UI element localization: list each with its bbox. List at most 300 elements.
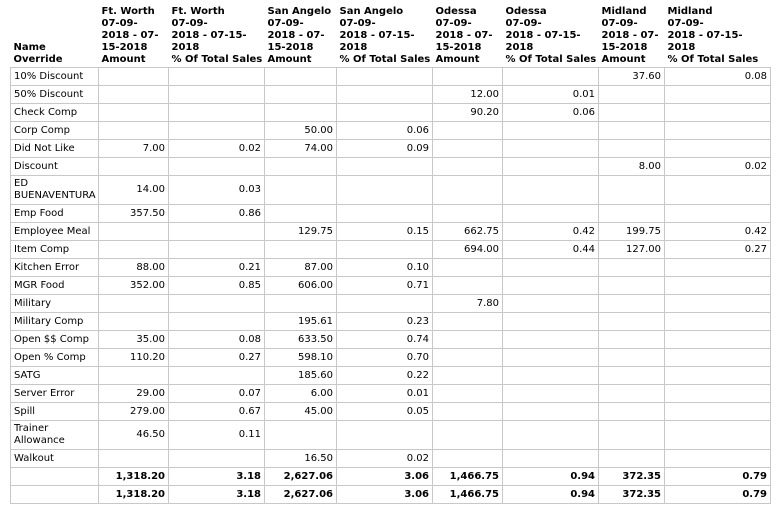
column-header-line: 2018 bbox=[171, 42, 200, 53]
value-cell: 129.75 bbox=[265, 223, 337, 241]
column-header-line: 07-09- bbox=[171, 18, 208, 29]
value-cell: 0.42 bbox=[665, 223, 771, 241]
value-cell bbox=[99, 104, 169, 122]
column-header-line: 07-09- bbox=[601, 18, 638, 29]
table-row bbox=[11, 385, 771, 403]
row-name-cell bbox=[11, 277, 99, 295]
value-cell bbox=[265, 421, 337, 450]
row-name-text: Item Comp bbox=[14, 243, 70, 255]
column-header-line: Override bbox=[13, 54, 63, 65]
row-name-cell bbox=[11, 68, 99, 86]
value-cell: 87.00 bbox=[265, 259, 337, 277]
value-cell bbox=[433, 158, 503, 176]
value-cell bbox=[337, 241, 433, 259]
value-cell bbox=[599, 313, 665, 331]
value-cell bbox=[265, 205, 337, 223]
value-cell: 7.80 bbox=[433, 295, 503, 313]
value-cell bbox=[599, 176, 665, 205]
value-cell: 352.00 bbox=[99, 277, 169, 295]
column-header bbox=[599, 6, 665, 68]
value-cell: 8.00 bbox=[599, 158, 665, 176]
column-header-line: % Of Total Sales bbox=[171, 54, 263, 65]
value-cell bbox=[169, 158, 265, 176]
column-header-line: 07-09- bbox=[505, 18, 542, 29]
value-cell: 662.75 bbox=[433, 223, 503, 241]
value-cell bbox=[665, 367, 771, 385]
value-cell: 0.86 bbox=[169, 205, 265, 223]
table-row bbox=[11, 122, 771, 140]
value-cell: 372.35 bbox=[599, 468, 665, 486]
value-cell bbox=[99, 122, 169, 140]
value-cell: 0.71 bbox=[337, 277, 433, 295]
value-cell: 2,627.06 bbox=[265, 468, 337, 486]
value-cell: 0.74 bbox=[337, 331, 433, 349]
value-cell bbox=[599, 295, 665, 313]
value-cell: 372.35 bbox=[599, 486, 665, 504]
value-cell: 35.00 bbox=[99, 331, 169, 349]
row-name-cell bbox=[11, 140, 99, 158]
row-name-cell bbox=[11, 295, 99, 313]
table-row bbox=[11, 68, 771, 86]
value-cell bbox=[265, 86, 337, 104]
value-cell bbox=[99, 158, 169, 176]
value-cell: 0.67 bbox=[169, 403, 265, 421]
column-header-line: Odessa bbox=[435, 6, 477, 17]
column-header-line: 07-09- bbox=[101, 18, 138, 29]
column-header-line: Midland bbox=[667, 6, 713, 17]
row-name-text: Emp Food bbox=[14, 207, 64, 219]
row-name-text: ED bbox=[14, 178, 29, 189]
value-cell bbox=[503, 140, 599, 158]
value-cell: 2,627.06 bbox=[265, 486, 337, 504]
value-cell bbox=[665, 385, 771, 403]
column-header-line: San Angelo bbox=[267, 6, 332, 17]
value-cell bbox=[665, 140, 771, 158]
value-cell bbox=[599, 122, 665, 140]
value-cell: 74.00 bbox=[265, 140, 337, 158]
column-header-line: 07-09- bbox=[339, 18, 376, 29]
value-cell: 3.06 bbox=[337, 486, 433, 504]
value-cell: 0.08 bbox=[665, 68, 771, 86]
table-body bbox=[11, 68, 771, 504]
value-cell bbox=[503, 349, 599, 367]
row-name-cell bbox=[11, 450, 99, 468]
column-header-line bbox=[14, 18, 96, 30]
value-cell bbox=[665, 277, 771, 295]
row-name-cell bbox=[11, 205, 99, 223]
value-cell: 0.08 bbox=[169, 331, 265, 349]
value-cell: 0.01 bbox=[503, 86, 599, 104]
value-cell: 1,466.75 bbox=[433, 468, 503, 486]
row-name-cell bbox=[11, 122, 99, 140]
value-cell: 357.50 bbox=[99, 205, 169, 223]
value-cell: 279.00 bbox=[99, 403, 169, 421]
value-cell bbox=[337, 68, 433, 86]
value-cell: 0.94 bbox=[503, 468, 599, 486]
value-cell bbox=[665, 176, 771, 205]
value-cell bbox=[337, 104, 433, 122]
value-cell: 0.06 bbox=[337, 122, 433, 140]
row-name-text: MGR Food bbox=[14, 279, 65, 291]
value-cell: 45.00 bbox=[265, 403, 337, 421]
value-cell bbox=[599, 259, 665, 277]
value-cell: 606.00 bbox=[265, 277, 337, 295]
value-cell: 29.00 bbox=[99, 385, 169, 403]
value-cell bbox=[169, 450, 265, 468]
column-header-line: 2018 - 07-15- bbox=[667, 30, 743, 41]
row-name-text: Corp Comp bbox=[14, 124, 70, 136]
value-cell: 37.60 bbox=[599, 68, 665, 86]
value-cell bbox=[599, 140, 665, 158]
row-name-text: Check Comp bbox=[14, 106, 78, 118]
value-cell bbox=[503, 331, 599, 349]
value-cell bbox=[503, 403, 599, 421]
row-name-text: Did Not Like bbox=[14, 142, 75, 154]
override-report-table bbox=[10, 6, 771, 504]
value-cell bbox=[265, 158, 337, 176]
value-cell bbox=[665, 331, 771, 349]
value-cell bbox=[433, 450, 503, 468]
row-name-text: Server Error bbox=[14, 387, 75, 399]
value-cell bbox=[433, 313, 503, 331]
value-cell bbox=[503, 277, 599, 295]
total-row bbox=[11, 486, 771, 504]
column-header-line: 2018 bbox=[505, 42, 534, 53]
row-name-text: Trainer bbox=[14, 423, 49, 434]
value-cell: 633.50 bbox=[265, 331, 337, 349]
value-cell bbox=[265, 68, 337, 86]
column-header-line: Amount bbox=[267, 54, 312, 65]
value-cell: 0.05 bbox=[337, 403, 433, 421]
value-cell: 598.10 bbox=[265, 349, 337, 367]
table-row bbox=[11, 176, 771, 205]
value-cell bbox=[503, 205, 599, 223]
value-cell bbox=[433, 122, 503, 140]
value-cell bbox=[599, 277, 665, 295]
value-cell bbox=[665, 421, 771, 450]
table-row bbox=[11, 86, 771, 104]
row-name-text: Discount bbox=[14, 160, 58, 172]
value-cell bbox=[99, 450, 169, 468]
value-cell bbox=[665, 122, 771, 140]
row-name-text bbox=[14, 471, 95, 483]
value-cell: 88.00 bbox=[99, 259, 169, 277]
column-header-line: 07-09- bbox=[667, 18, 704, 29]
value-cell bbox=[337, 295, 433, 313]
value-cell: 46.50 bbox=[99, 421, 169, 450]
column-header-line bbox=[14, 30, 96, 42]
row-name-text: 10% Discount bbox=[14, 70, 84, 82]
table-row bbox=[11, 313, 771, 331]
column-header-name-override bbox=[11, 6, 99, 68]
table-row bbox=[11, 104, 771, 122]
value-cell bbox=[503, 385, 599, 403]
table-row bbox=[11, 349, 771, 367]
row-name-text: Open $$ Comp bbox=[14, 333, 89, 345]
row-name-text: Spill bbox=[14, 405, 36, 417]
value-cell bbox=[503, 122, 599, 140]
value-cell: 1,318.20 bbox=[99, 486, 169, 504]
total-row bbox=[11, 468, 771, 486]
value-cell bbox=[433, 205, 503, 223]
value-cell: 0.94 bbox=[503, 486, 599, 504]
value-cell: 694.00 bbox=[433, 241, 503, 259]
value-cell bbox=[433, 259, 503, 277]
column-header-line: 2018 - 07- bbox=[435, 30, 493, 41]
column-header-line: Amount bbox=[601, 54, 646, 65]
value-cell: 0.10 bbox=[337, 259, 433, 277]
column-header bbox=[433, 6, 503, 68]
value-cell: 0.02 bbox=[665, 158, 771, 176]
column-header-line: 2018 - 07-15- bbox=[505, 30, 581, 41]
value-cell: 0.11 bbox=[169, 421, 265, 450]
value-cell bbox=[169, 295, 265, 313]
value-cell bbox=[337, 205, 433, 223]
value-cell bbox=[169, 122, 265, 140]
table-row bbox=[11, 331, 771, 349]
value-cell: 0.42 bbox=[503, 223, 599, 241]
value-cell: 0.01 bbox=[337, 385, 433, 403]
value-cell: 0.79 bbox=[665, 486, 771, 504]
column-header-line: 2018 - 07- bbox=[601, 30, 659, 41]
value-cell bbox=[169, 313, 265, 331]
column-header-line: 2018 - 07-15- bbox=[171, 30, 247, 41]
value-cell: 90.20 bbox=[433, 104, 503, 122]
value-cell: 3.18 bbox=[169, 486, 265, 504]
column-header-line: Midland bbox=[601, 6, 647, 17]
row-name-text: 50% Discount bbox=[14, 88, 84, 100]
value-cell: 0.85 bbox=[169, 277, 265, 295]
value-cell bbox=[665, 313, 771, 331]
value-cell bbox=[599, 367, 665, 385]
column-header bbox=[337, 6, 433, 68]
column-header-line: 2018 - 07-15- bbox=[339, 30, 415, 41]
row-name-cell bbox=[11, 104, 99, 122]
column-header-line: 2018 - 07- bbox=[101, 30, 159, 41]
value-cell bbox=[433, 349, 503, 367]
value-cell bbox=[599, 331, 665, 349]
table-row bbox=[11, 367, 771, 385]
value-cell: 0.02 bbox=[337, 450, 433, 468]
value-cell bbox=[265, 104, 337, 122]
row-name-cell bbox=[11, 223, 99, 241]
table-row bbox=[11, 158, 771, 176]
column-header-line: Odessa bbox=[505, 6, 547, 17]
value-cell bbox=[503, 450, 599, 468]
column-header-line: Name bbox=[13, 42, 46, 53]
value-cell: 0.23 bbox=[337, 313, 433, 331]
value-cell bbox=[665, 403, 771, 421]
value-cell bbox=[433, 277, 503, 295]
value-cell bbox=[503, 421, 599, 450]
value-cell: 0.15 bbox=[337, 223, 433, 241]
value-cell bbox=[99, 367, 169, 385]
value-cell: 14.00 bbox=[99, 176, 169, 205]
column-header-line: % Of Total Sales bbox=[667, 54, 759, 65]
header-row bbox=[11, 6, 771, 68]
value-cell bbox=[503, 367, 599, 385]
value-cell: 0.09 bbox=[337, 140, 433, 158]
value-cell bbox=[433, 68, 503, 86]
value-cell bbox=[99, 223, 169, 241]
row-name-cell bbox=[11, 158, 99, 176]
row-name-text: BUENAVENTURA bbox=[14, 190, 96, 201]
value-cell bbox=[599, 349, 665, 367]
table-row bbox=[11, 450, 771, 468]
column-header-line: 15-2018 bbox=[267, 42, 314, 53]
row-name-text bbox=[14, 489, 95, 501]
value-cell: 0.44 bbox=[503, 241, 599, 259]
value-cell bbox=[265, 295, 337, 313]
value-cell: 7.00 bbox=[99, 140, 169, 158]
value-cell bbox=[99, 241, 169, 259]
value-cell bbox=[433, 176, 503, 205]
value-cell bbox=[665, 104, 771, 122]
row-name-text: SATG bbox=[14, 369, 41, 381]
row-name-cell bbox=[11, 421, 99, 450]
value-cell bbox=[503, 158, 599, 176]
table-row bbox=[11, 259, 771, 277]
table-row bbox=[11, 421, 771, 450]
column-header-line: Amount bbox=[435, 54, 480, 65]
table-header bbox=[11, 6, 771, 68]
row-name-text: Military Comp bbox=[14, 315, 84, 327]
column-header-line: 07-09- bbox=[435, 18, 472, 29]
value-cell bbox=[99, 313, 169, 331]
value-cell bbox=[503, 313, 599, 331]
value-cell: 185.60 bbox=[265, 367, 337, 385]
value-cell bbox=[169, 367, 265, 385]
value-cell bbox=[337, 158, 433, 176]
column-header-line: Ft. Worth bbox=[171, 6, 225, 17]
row-name-cell bbox=[11, 403, 99, 421]
row-name-text: Walkout bbox=[14, 452, 54, 464]
value-cell bbox=[433, 403, 503, 421]
column-header-line: San Angelo bbox=[339, 6, 404, 17]
table-row bbox=[11, 295, 771, 313]
column-header bbox=[169, 6, 265, 68]
value-cell bbox=[169, 104, 265, 122]
value-cell bbox=[665, 86, 771, 104]
value-cell bbox=[337, 86, 433, 104]
value-cell: 1,466.75 bbox=[433, 486, 503, 504]
row-name-cell bbox=[11, 313, 99, 331]
row-name-text: Military bbox=[14, 297, 52, 309]
value-cell bbox=[665, 259, 771, 277]
column-header bbox=[265, 6, 337, 68]
table-row bbox=[11, 241, 771, 259]
column-header-line: 15-2018 bbox=[601, 42, 648, 53]
column-header-line: 2018 bbox=[339, 42, 368, 53]
value-cell: 110.20 bbox=[99, 349, 169, 367]
column-header-line: 07-09- bbox=[267, 18, 304, 29]
column-header-line: Amount bbox=[101, 54, 146, 65]
value-cell: 0.02 bbox=[169, 140, 265, 158]
value-cell bbox=[599, 86, 665, 104]
value-cell bbox=[433, 421, 503, 450]
value-cell: 6.00 bbox=[265, 385, 337, 403]
column-header-line: 2018 bbox=[667, 42, 696, 53]
value-cell: 1,318.20 bbox=[99, 468, 169, 486]
row-name-cell bbox=[11, 349, 99, 367]
row-name-cell bbox=[11, 367, 99, 385]
value-cell bbox=[599, 450, 665, 468]
column-header bbox=[503, 6, 599, 68]
table-row bbox=[11, 277, 771, 295]
value-cell bbox=[337, 176, 433, 205]
value-cell bbox=[665, 205, 771, 223]
value-cell bbox=[599, 205, 665, 223]
value-cell bbox=[599, 421, 665, 450]
column-header bbox=[99, 6, 169, 68]
row-name-cell bbox=[11, 241, 99, 259]
value-cell: 0.21 bbox=[169, 259, 265, 277]
value-cell bbox=[503, 259, 599, 277]
row-name-text: Open % Comp bbox=[14, 351, 86, 363]
column-header-line: 2018 - 07- bbox=[267, 30, 325, 41]
value-cell bbox=[599, 104, 665, 122]
column-header-line: Ft. Worth bbox=[101, 6, 155, 17]
value-cell: 3.18 bbox=[169, 468, 265, 486]
column-header bbox=[665, 6, 771, 68]
value-cell bbox=[665, 450, 771, 468]
value-cell: 0.27 bbox=[665, 241, 771, 259]
value-cell bbox=[665, 295, 771, 313]
value-cell bbox=[265, 176, 337, 205]
value-cell: 3.06 bbox=[337, 468, 433, 486]
value-cell: 12.00 bbox=[433, 86, 503, 104]
table-row bbox=[11, 205, 771, 223]
value-cell: 0.27 bbox=[169, 349, 265, 367]
row-name-cell bbox=[11, 468, 99, 486]
row-name-cell bbox=[11, 176, 99, 205]
value-cell bbox=[433, 331, 503, 349]
value-cell bbox=[433, 367, 503, 385]
row-name-cell bbox=[11, 259, 99, 277]
table-row bbox=[11, 403, 771, 421]
value-cell: 199.75 bbox=[599, 223, 665, 241]
value-cell bbox=[503, 176, 599, 205]
table-row bbox=[11, 140, 771, 158]
value-cell: 16.50 bbox=[265, 450, 337, 468]
column-header-line: % Of Total Sales bbox=[505, 54, 597, 65]
value-cell: 50.00 bbox=[265, 122, 337, 140]
value-cell bbox=[265, 241, 337, 259]
row-name-text: Employee Meal bbox=[14, 225, 91, 237]
value-cell bbox=[337, 421, 433, 450]
value-cell bbox=[503, 295, 599, 313]
value-cell: 0.70 bbox=[337, 349, 433, 367]
value-cell bbox=[169, 68, 265, 86]
value-cell bbox=[599, 403, 665, 421]
row-name-cell bbox=[11, 86, 99, 104]
value-cell bbox=[169, 86, 265, 104]
value-cell: 127.00 bbox=[599, 241, 665, 259]
value-cell: 0.06 bbox=[503, 104, 599, 122]
column-header-line: % Of Total Sales bbox=[339, 54, 431, 65]
column-header-line bbox=[14, 6, 96, 18]
row-name-text: Allowance bbox=[14, 435, 65, 446]
value-cell bbox=[169, 223, 265, 241]
value-cell bbox=[169, 241, 265, 259]
row-name-cell bbox=[11, 385, 99, 403]
row-name-cell bbox=[11, 331, 99, 349]
value-cell bbox=[433, 385, 503, 403]
row-name-cell bbox=[11, 486, 99, 504]
value-cell bbox=[599, 385, 665, 403]
value-cell: 0.03 bbox=[169, 176, 265, 205]
table-row bbox=[11, 223, 771, 241]
